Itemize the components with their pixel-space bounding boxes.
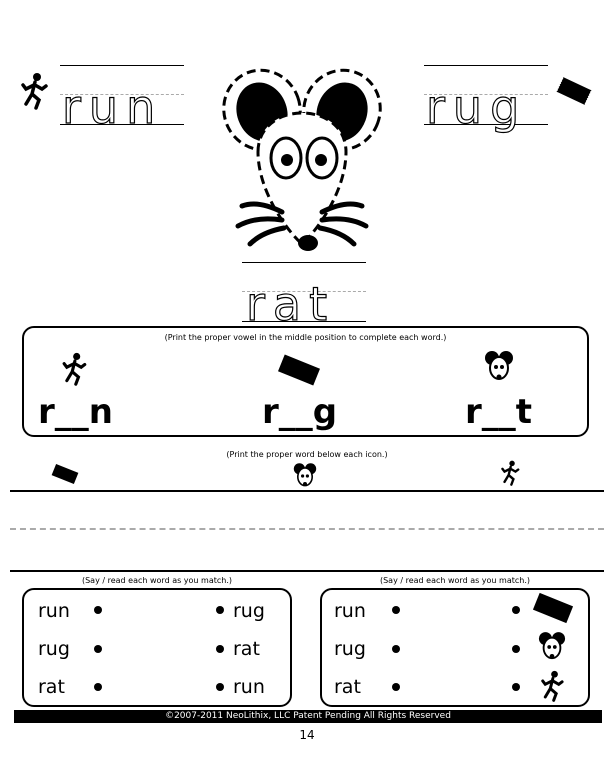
- trace-top-line: [60, 65, 184, 66]
- match-dot[interactable]: [94, 606, 102, 614]
- runner-icon: [540, 670, 564, 702]
- write-base-line[interactable]: [10, 570, 604, 572]
- match-dot[interactable]: [512, 645, 520, 653]
- rug-icon: [50, 460, 80, 488]
- match-word: run: [334, 600, 366, 622]
- match-word: run: [38, 600, 70, 622]
- match-word: rug: [233, 600, 265, 622]
- trace-word-rat: rat: [246, 277, 336, 331]
- rat-icon: [484, 350, 514, 384]
- match-dot[interactable]: [216, 645, 224, 653]
- match-dot[interactable]: [216, 683, 224, 691]
- match-right-instruction: (Say / read each word as you match.): [379, 576, 531, 585]
- match-dot[interactable]: [94, 683, 102, 691]
- match-left-instruction: (Say / read each word as you match.): [81, 576, 233, 585]
- runner-icon: [500, 460, 520, 486]
- page-number: 14: [299, 728, 315, 742]
- vowel-word-rat: r__t: [465, 392, 533, 432]
- rat-illustration: [218, 60, 386, 256]
- runner-icon: [60, 352, 88, 386]
- trace-word-run: run: [62, 80, 164, 134]
- match-dot[interactable]: [94, 645, 102, 653]
- match-word: rug: [38, 638, 70, 660]
- vowel-word-run: r__n: [38, 392, 113, 432]
- match-dot[interactable]: [392, 606, 400, 614]
- rat-icon: [538, 630, 566, 664]
- match-word: rug: [334, 638, 366, 660]
- trace-top-line: [242, 262, 366, 263]
- match-dot[interactable]: [392, 645, 400, 653]
- match-dot[interactable]: [512, 606, 520, 614]
- runner-icon: [20, 72, 48, 110]
- match-dot[interactable]: [512, 683, 520, 691]
- write-mid-line: [10, 528, 604, 530]
- rat-icon: [293, 462, 317, 490]
- match-dot[interactable]: [216, 606, 224, 614]
- vowel-instruction: (Print the proper vowel in the middle position to complete each word.): [164, 333, 447, 342]
- trace-word-rug: rug: [426, 80, 528, 134]
- match-word: rat: [38, 676, 65, 698]
- vowel-word-rug: r__g: [262, 392, 338, 432]
- trace-top-line: [424, 65, 548, 66]
- match-word: run: [233, 676, 265, 698]
- write-top-line[interactable]: [10, 490, 604, 492]
- match-word: rat: [334, 676, 361, 698]
- rug-icon: [555, 74, 593, 108]
- word-instruction: (Print the proper word below each icon.): [226, 450, 388, 459]
- rug-icon: [530, 590, 576, 626]
- match-dot[interactable]: [392, 683, 400, 691]
- match-word: rat: [233, 638, 260, 660]
- copyright-bar: ©2007-2011 NeoLithix, LLC Patent Pending All Rights Reserved: [14, 710, 602, 723]
- rug-icon: [274, 352, 324, 388]
